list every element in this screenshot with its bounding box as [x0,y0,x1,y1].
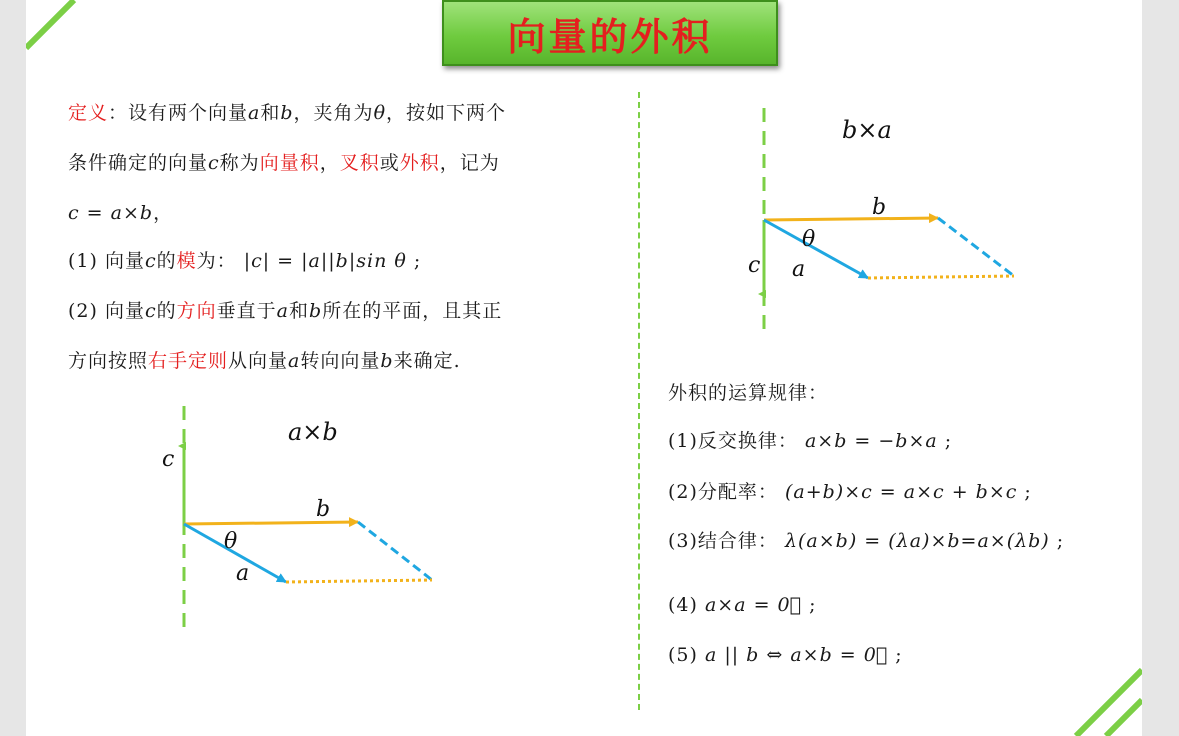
math-expression: a || b ⇔ a×b = 0⃗ [704,644,889,666]
math-expression: c = a×b [68,202,154,224]
rules-heading: 外积的运算规律： [668,382,829,404]
highlighted-term: 模 [176,250,197,272]
math-expression: |c| = |a||b|sin θ [243,250,407,272]
text-run: 条件确定的向量 [68,152,209,174]
definition-line-4 [68,246,421,273]
text-run: 方向按照 [68,350,149,372]
vector-b-arrow [764,218,938,220]
corner-decoration-top-left [26,0,86,60]
rule-1-anticommutative [668,426,952,453]
label-b: b [316,497,331,522]
math-expression: c [208,152,220,174]
math-expression: b [309,300,323,322]
label-theta: θ [802,227,816,252]
parallelogram-dotted-side [286,580,432,582]
math-expression: a×a = 0⃗ [704,594,803,616]
text-run: ， [153,202,174,224]
text-run: ; [888,644,903,666]
rule-3-associative [668,526,1064,553]
text-run: (3)结合律： [668,530,785,552]
corner-decoration-bottom-right [1066,652,1142,736]
text-run: 从向量 [228,350,289,372]
text-run: 称为 [219,152,260,174]
parallelogram-dotted-side [868,276,1014,278]
text-run: ; [937,430,953,452]
text-run: (2)分配率： [668,481,785,503]
slide [26,0,1142,736]
text-run: ; [1049,530,1065,552]
text-run: (4) [668,594,705,616]
definition-line-5 [68,296,502,323]
text-run: 和 [289,300,310,322]
text-run: 来确定. [393,350,461,372]
math-expression: a [288,350,301,372]
definition-line-6 [68,346,461,373]
text-run: ; [802,594,817,616]
rule-2-distributive [668,477,1032,504]
math-expression: b [380,350,394,372]
text-run: 所在的平面，且其正 [322,300,503,322]
definition-line-1 [68,98,506,125]
highlighted-term: 叉积 [339,152,380,174]
text-run: 或 [379,152,400,174]
caption-a-cross-b: a×b [288,418,338,446]
column-divider [638,92,640,710]
figure-a-cross-b [146,396,446,636]
math-expression: a [248,102,261,124]
text-run: 的 [156,250,177,272]
highlighted-term: 外积 [399,152,440,174]
highlighted-term: 定义 [68,102,109,124]
text-run: ; [1017,481,1032,503]
text-run: 为： [196,250,244,272]
text-run: ， [319,152,340,174]
label-a: a [792,257,806,282]
highlighted-term: 方向 [176,300,217,322]
caption-b-cross-a: b×a [842,116,892,144]
math-expression: (a+b)×c = a×c + b×c [784,481,1018,503]
math-expression: a [276,300,289,322]
text-run: ，按如下两个 [386,102,507,124]
text-run: (2) 向量 [68,300,145,322]
math-expression: c [144,300,157,322]
text-run: ; [406,250,422,272]
math-expression: θ [373,102,387,124]
label-theta: θ [224,529,238,554]
text-run: ，夹角为 [293,102,374,124]
label-c: c [162,447,175,472]
definition-line-3 [68,198,173,225]
text-run: (1) 向量 [68,250,145,272]
text-run: (5) [668,644,705,666]
math-expression: b [280,102,294,124]
math-expression: c [144,250,157,272]
text-run: 的 [156,300,177,322]
page-title: 向量的外积 [507,13,713,59]
label-b: b [872,195,887,220]
text-run: 垂直于 [216,300,277,322]
label-c: c [748,253,761,278]
label-a: a [236,561,250,586]
text-run: (1)反交换律： [668,430,805,452]
vector-b-arrow [184,522,358,524]
highlighted-term: 向量积 [259,152,320,174]
text-run: 和 [260,102,281,124]
figure-b-cross-a [726,100,1016,340]
text-run: ：设有两个向量 [108,102,249,124]
rule-5-parallel [668,644,903,666]
parallelogram-dashed-side [938,218,1014,276]
math-expression: λ(a×b) = (λa)×b=a×(λb) [784,530,1050,552]
parallelogram-dashed-side [358,522,432,580]
math-expression: a×b = −b×a [804,430,938,452]
text-run: ，记为 [439,152,500,174]
text-run: 转向向量 [300,350,381,372]
rule-4-self-product [668,594,816,616]
definition-line-2 [68,148,500,175]
title-banner [442,0,778,66]
highlighted-term: 右手定则 [148,350,229,372]
vector-a-arrow [764,220,868,278]
